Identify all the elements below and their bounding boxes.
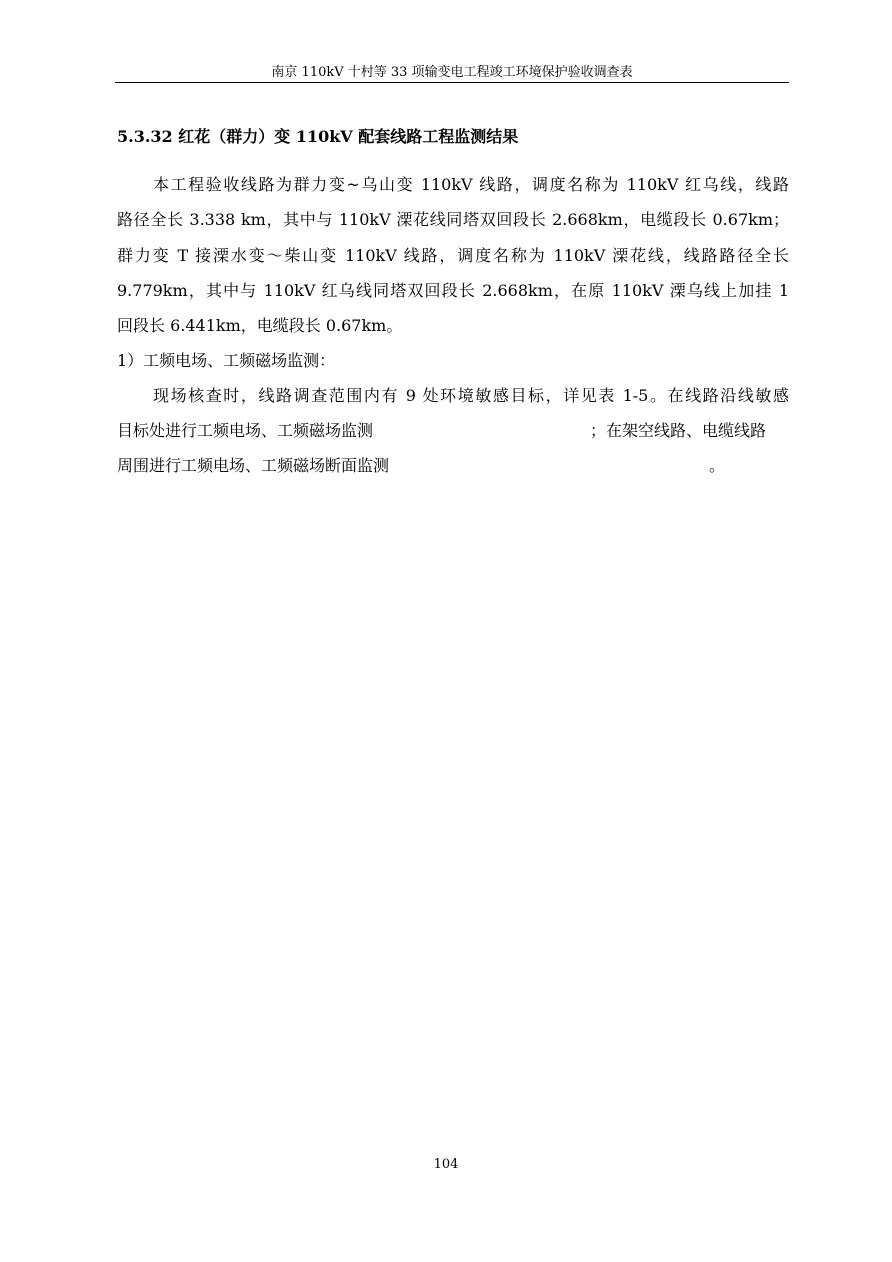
page-number: 104 (433, 1157, 459, 1172)
section-heading: 5.3.32 红花（群力）变 110kV 配套线路工程监测结果 (117, 127, 519, 146)
paragraph-line: 现场核查时，线路调查范围内有 9 处环境敏感目标，详见表 1-5。在线路沿线敏感 (153, 386, 789, 405)
paragraph-line (117, 418, 789, 444)
paragraph-line-end: ；在架空线路、电缆线路 (590, 421, 767, 440)
paragraph-line (117, 453, 789, 479)
header-divider (115, 82, 789, 83)
header-title: 南京 110kV 十村等 33 项输变电工程竣工环境保护验收调查表 (271, 65, 633, 80)
paragraph-line: 群力变 T 接溧水变～柴山变 110kV 线路，调度名称为 110kV 溧花线，线路路径全长 (117, 246, 789, 265)
list-item-monitoring: 1）工频电场、工频磁场监测： (117, 351, 336, 370)
paragraph-line: 回段长 6.441km，电缆段长 0.67km。 (117, 316, 403, 335)
paragraph-line-start: 目标处进行工频电场、工频磁场监测 (117, 421, 374, 440)
paragraph-line: 路径全长 3.338 km，其中与 110kV 溧花线同塔双回段长 2.668km，电缆段长 0.67km； (117, 210, 789, 229)
paragraph-line-end: 。 (709, 456, 726, 475)
paragraph-line: 本工程验收线路为群力变~乌山变 110kV 线路，调度名称为 110kV 红乌线，线路 (153, 175, 789, 194)
paragraph-line-start: 周围进行工频电场、工频磁场断面监测 (117, 456, 390, 475)
paragraph-line: 9.779km，其中与 110kV 红乌线同塔双回段长 2.668km，在原 110kV 溧乌线上加挂 1 (117, 281, 789, 300)
